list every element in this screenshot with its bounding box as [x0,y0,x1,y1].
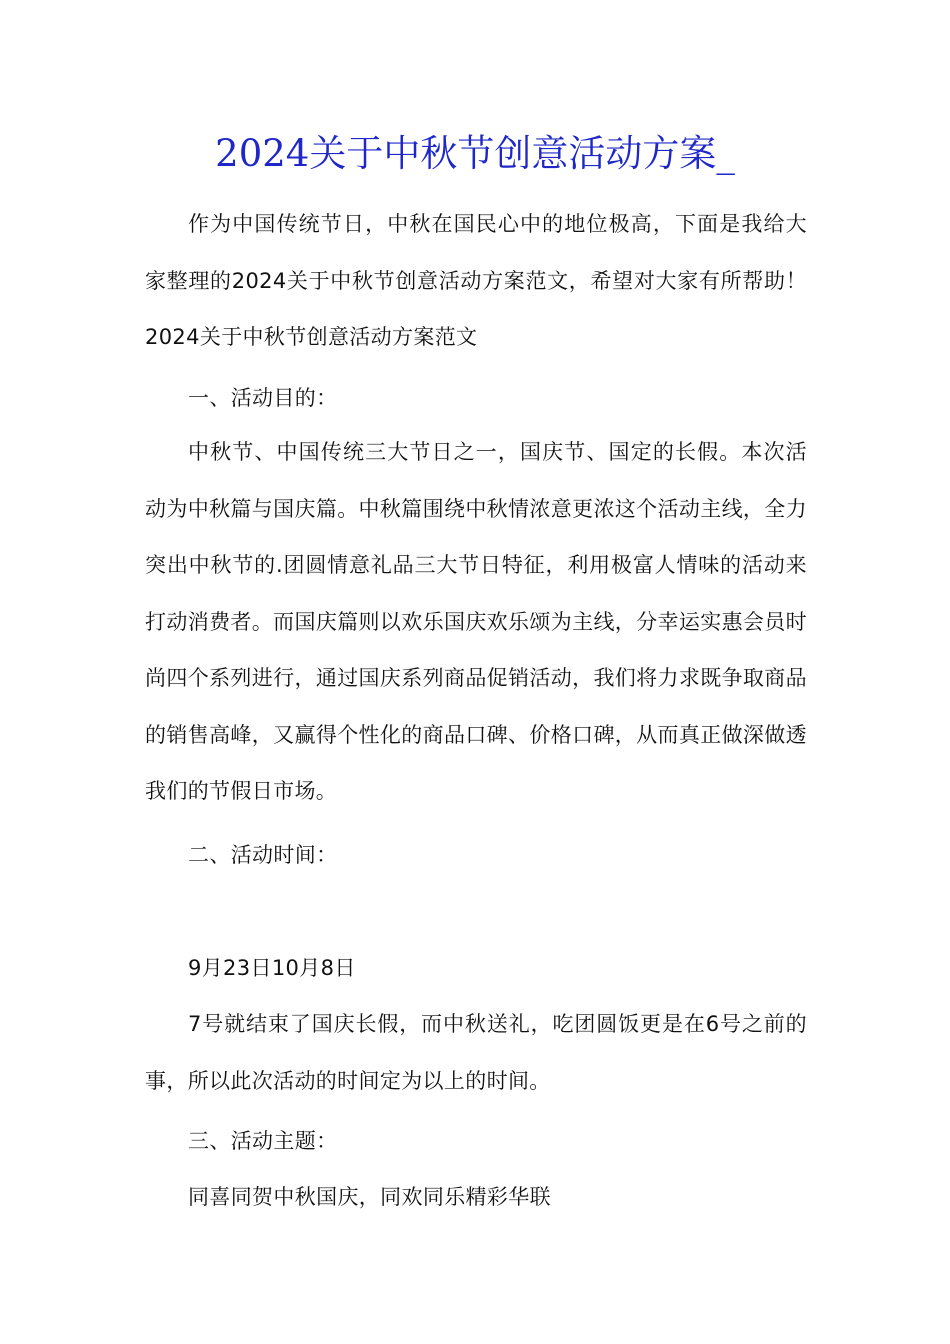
section-heading-theme: 三、活动主题： [188,1129,338,1153]
event-dates: 9月23日10月8日 [188,956,356,980]
section-heading-purpose: 一、活动目的： [188,386,338,410]
intro-paragraph: 作为中国传统节日，中秋在国民心中的地位极高，下面是我给大家整理的2024关于中秋节创意活动方案范文，希望对大家有所帮助！2024关于中秋节创意活动方案范文 [145,212,807,349]
time-explanation-paragraph: 7号就结束了国庆长假，而中秋送礼，吃团圆饭更是在6号之前的事，所以此次活动的时间定为以上的时间。 [145,1012,807,1093]
purpose-paragraph: 中秋节、中国传统三大节日之一，国庆节、国定的长假。本次活动为中秋篇与国庆篇。中秋篇围绕中秋情浓意更浓这个活动主线，全力突出中秋节的.团圆情意礼品三大节日特征，利用极富人情味的活动来打动消费者。而国庆篇则以欢乐国庆欢乐颂为主线，分幸运实惠会员时尚四个系列进行，通过国庆系列商品促销活动，我们将力求既争取商品的销售高峰，又赢得个性化的商品口碑、价格口碑，从而真正做深做透我们的节假日市场。 [145,440,807,803]
theme-text: 同喜同贺中秋国庆，同欢同乐精彩华联 [188,1185,551,1209]
document-title: 2024关于中秋节创意活动方案_ [215,132,735,175]
section-heading-time: 二、活动时间： [188,843,338,867]
